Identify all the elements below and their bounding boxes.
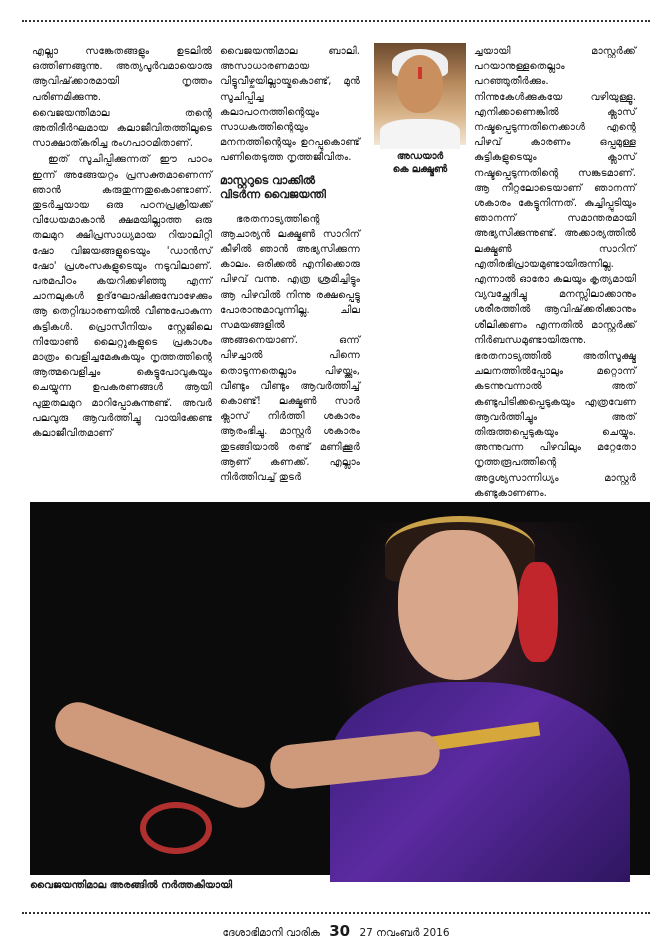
bottom-dotted-rule xyxy=(22,912,650,914)
top-dotted-rule xyxy=(22,20,650,22)
portrait-tilak xyxy=(418,67,422,79)
page-number: 30 xyxy=(329,922,351,940)
article-column-2 xyxy=(220,44,360,496)
article-column-3 xyxy=(474,44,636,499)
footer-publication: ദേശാഭിമാനി വാരിക xyxy=(222,927,320,939)
photo-dancer-bangles xyxy=(140,802,212,854)
photo-dancer-costume xyxy=(330,682,630,882)
portrait-face xyxy=(397,55,443,113)
portrait-shirt xyxy=(380,119,460,149)
section-subheading xyxy=(220,174,360,202)
dancer-performance-photo xyxy=(30,502,650,875)
col1-paragraph-3: ഇത് സൂചിപ്പിക്കുന്നത് ഈ പാഠം ഇന്ന് അങ്ങേയറ്റം പ്രസക്തമാണെന്ന് ഞാൻ കരുതുന്നതുകൊണ്ടാണ്. തുടർച്ചയായ ഒരു പഠനപ്രക്രിയക്ക് വിധേയമാകാൻ ക്ഷമയില്ലാത്ത ഒരു തലമുറ ക്ഷിപ്രസാധ്യമായ റിയാലിറ്റി ഷോ വിജയങ്ങളുടെയും 'ഡാൻസ് ഷോ' പ്രശംസകളുടെയും നടുവിലാണ്. പരമപീഠം കയറിക്കഴിഞ്ഞു എന്ന് ചാനലുകൾ ഉദ്‌ഘോഷിക്കുമ്പോഴേക്കും ആ തെറ്റിദ്ധാരണയിൽ വീണുപോകുന്ന കുട്ടികൾ. പ്രൊസീനിയം സ്റ്റേജിലെ നിയോൺ ലൈറ്റുകളുടെ പ്രകാശം മാത്രം വെളിച്ചമേകുകയും നൃത്തത്തിന്റെ ആത്മവെളിച്ചം കെട്ടുപോവുകയും ചെയ്യുന്ന ഉപകരണങ്ങൾ ആയി പുതുതലമുറ മാറിപ്പോകുന്നുണ്ട്. അവർ പലവുരു ആവർത്തിച്ചു വായിക്കേണ്ട കലാജീവിതമാണ് xyxy=(32,154,212,440)
portrait-photo-adyar-k-lakshman xyxy=(374,43,466,145)
col2-paragraph-2: ഭരതനാട്യത്തിന്റെ ആചാര്യൻ ലക്ഷ്മൺ സാറിന് കീഴിൽ ഞാൻ അഭ്യസിക്കുന്ന കാലം. ഒരിക്കൽ എനിക്കൊരു പിഴവ് വന്നു. എത്ര ശ്രമിച്ചിട്ടും ആ പിഴവിൽ നിന്നു രക്ഷപ്പെട്ടു പോരാനുമാവുന്നില്ല. ചില സമയങ്ങളിൽ അങ്ങനെയാണ്. ഒന്ന് പിഴച്ചാൽ പിന്നെ തൊടുന്നതെല്ലാം പിഴയ്ക്കും, വീണ്ടും വീണ്ടും ആവർത്തിച്ച് കൊണ്ട്! ലക്ഷ്മൺ സാർ ക്ലാസ് നിർത്തി ശകാരം ആരംഭിച്ചു. മാസ്റ്റർ ശകാരം തുടങ്ങിയാൽ രണ്ട് മണിക്കൂർ ആണ് കണക്ക്. എല്ലാം നിർത്തിവച്ച് തുടർ xyxy=(220,213,360,484)
subheading-line-2: വിടർന്ന വൈജയന്തി xyxy=(220,187,326,201)
portrait-caption-line-2: കെ ലക്ഷ്മൺ xyxy=(392,164,448,175)
page-footer xyxy=(0,922,672,940)
footer-date: 27 നവംബർ 2016 xyxy=(359,927,450,939)
photo-caption: വൈജയന്തിമാല അരങ്ങിൽ നർത്തകിയായി xyxy=(30,880,233,891)
subheading-line-1: മാസ്റ്ററുടെ വാക്കിൽ xyxy=(220,173,316,187)
col1-paragraph-2: വൈജയന്തിമാല തന്റെ അതിദീർഘമായ കലാജീവിതത്തിലൂടെ സാക്ഷാത്കരിച്ച രംഗപാഠമിതാണ്. xyxy=(32,107,212,150)
photo-dancer-left-arm xyxy=(49,696,271,814)
col3-paragraph-1: ച്ചയായി മാസ്റ്റർക്ക് പറയാനുള്ളതെല്ലാം പറഞ്ഞുതീർക്കും. നിന്നുകേൾക്കുകയേ വഴിയുള്ളൂ. എനിക്കാണെങ്കിൽ ക്ലാസ് നഷ്ടപ്പെടുന്നതിനെക്കാൾ എന്റെ പിഴവ് കാരണം ഒപ്പമുള്ള കുട്ടികളുടെയും ക്ലാസ് നഷ്ടപ്പെടുന്നതിന്റെ സങ്കടമാണ്. ആ നീറ്റലോടെയാണ് ഞാനന്ന് ശകാരം കേട്ടുനിന്നത്. കുച്ചിപ്പുടിയും ഞാനന്ന് സമാന്തരമായി അഭ്യസിക്കുന്നുണ്ട്. അക്കാര്യത്തിൽ ലക്ഷ്മൺ സാറിന് എതിരഭിപ്രായമുണ്ടായിരുന്നില്ല. എന്നാൽ ഓരോ കലയും കൃത്യമായി വ്യവച്ഛേദിച്ചു മനസ്സിലാക്കാനും ശരീരത്തിൽ ആവിഷ്‌ക്കരിക്കാനും ശീലിക്കണം എന്നതിൽ മാസ്റ്റർക്ക് നിർബന്ധമുണ്ടായിരുന്നു. xyxy=(474,46,636,346)
article-column-1 xyxy=(32,44,212,496)
col2-paragraph-1: വൈജയന്തിമാല ബാലി. അസാധാരണമായ വിട്ടുവീഴ്ചയില്ലായ്മകൊണ്ട്, മുൻ സൂചിപ്പിച്ച കലാപഠനത്തിന്റെയും സാധകത്തിന്റെയും മനനത്തിന്റെയും ഉറപ്പുകൊണ്ട് പണിതെടുത്ത നൃത്തജീവിതം. xyxy=(220,46,360,164)
col3-paragraph-2: ഭരതനാട്യത്തിൽ അതിസൂക്ഷ്മ ചലനത്തിൽപ്പോലും മറ്റൊന്ന് കടന്നുവന്നാൽ അത് കണ്ടുപിടിക്കപ്പെടുകയും എത്രവേണ ആവർത്തിച്ചും അത് തിരുത്തപ്പെടുകയും ചെയ്യും. അന്നുവന്ന പിഴവിലും മറ്റേതോ നൃത്തരൂപത്തിന്റെ അദൃശ്യസാന്നിധ്യം മാസ്റ്റർ കണ്ടുകാണണം. xyxy=(474,351,636,499)
photo-dancer-face xyxy=(398,530,518,680)
col1-paragraph-1: എല്ലാ സങ്കേതങ്ങളും ഉടലിൽ ഒത്തിണങ്ങുന്നു. അത്യപൂർവമായൊരു ആവിഷ്‌ക്കാരമായി നൃത്തം പരിണമിക്കുന്നു. xyxy=(32,46,212,103)
portrait-caption xyxy=(374,150,466,176)
photo-hair-flowers xyxy=(518,562,558,662)
portrait-caption-line-1: അഡയാർ xyxy=(396,151,444,162)
